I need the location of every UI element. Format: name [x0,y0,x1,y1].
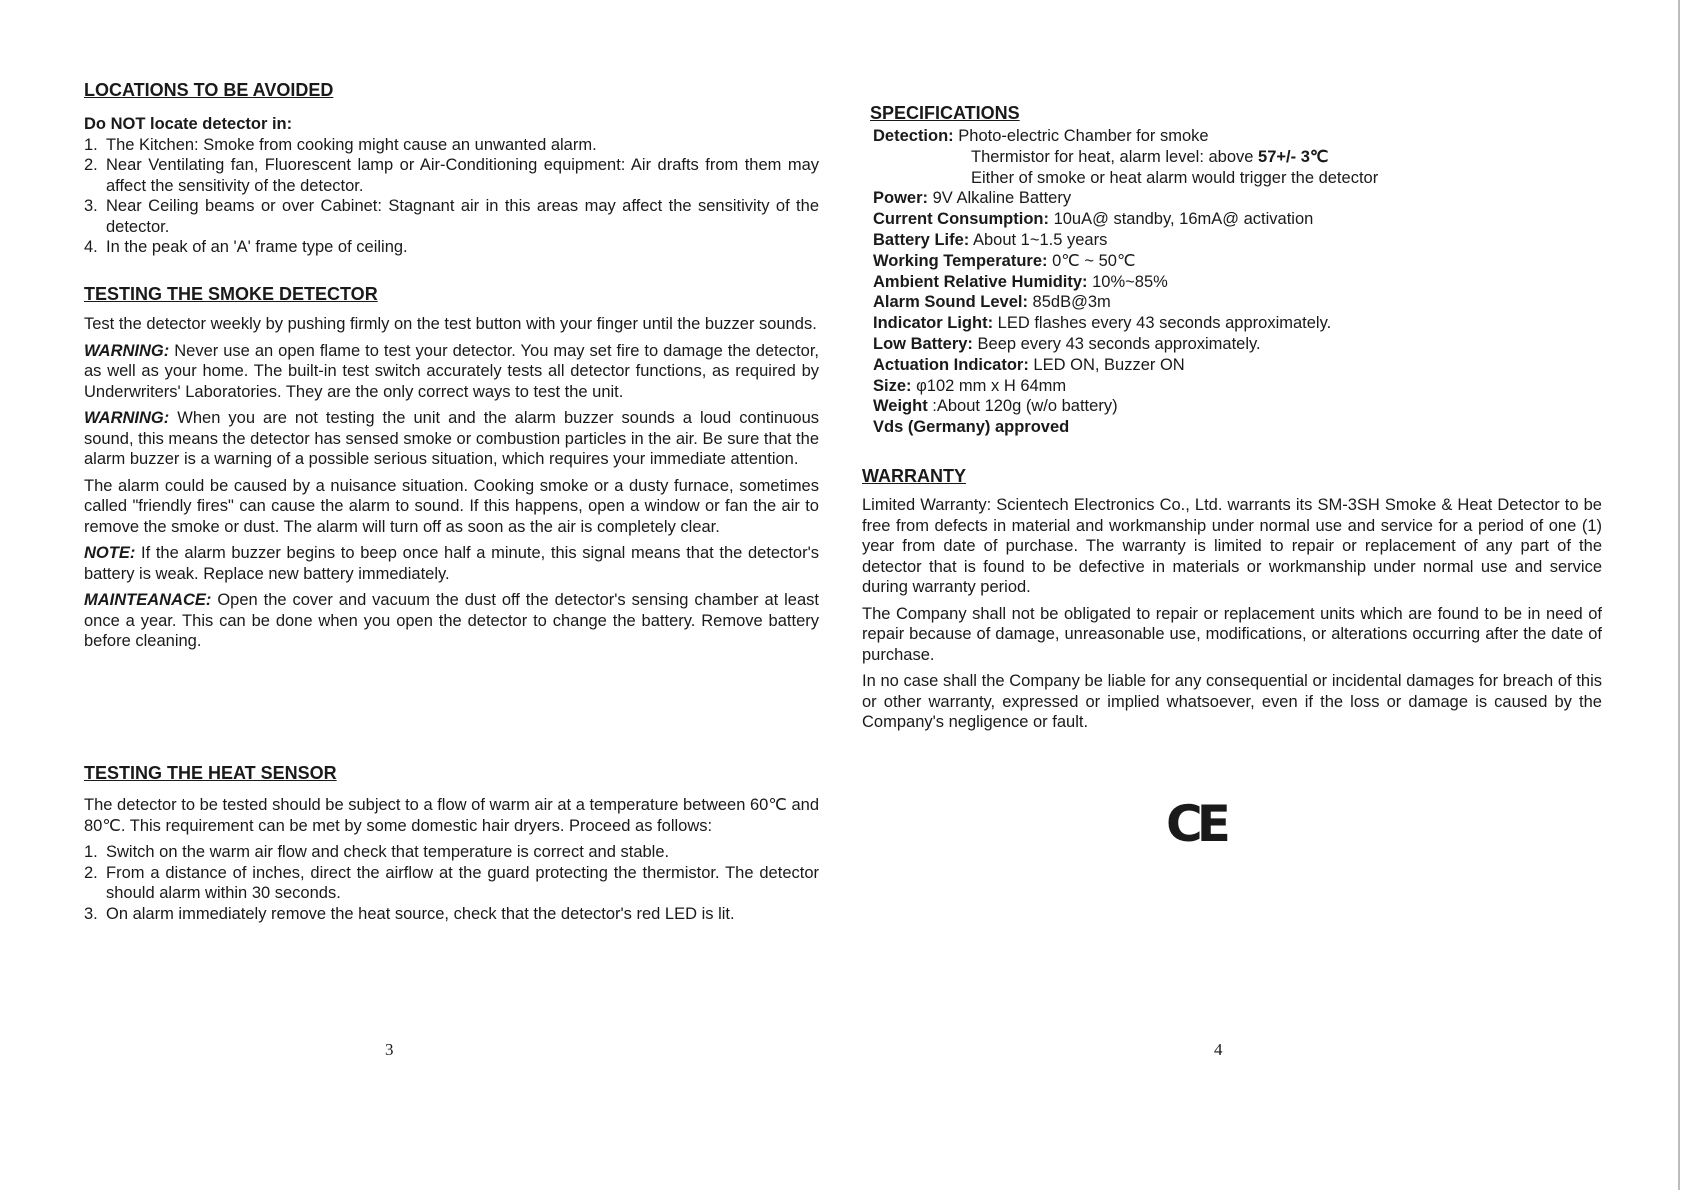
smoke-intro: Test the detector weekly by pushing firmly on the test button with your finger until the buzzer sounds. [84,315,817,333]
warning-flame: WARNING: Never use an open flame to test your detector. You may set fire to damage the detector, as well as your home. The built-in test switch accurately tests all detector functions, as required by Underwriters' Laboratories. They are the only correct ways to test the unit. [84,341,819,401]
page-number-right: 4 [1214,1040,1223,1059]
specifications-heading: SPECIFICATIONS [870,103,1020,123]
page-edge-line [1678,0,1680,1190]
maintenance-paragraph: MAINTEANACE: Open the cover and vacuum the dust off the detector's sensing chamber at least once a year. This can be done when you open the detector to change the battery. Remove battery before cleaning. [84,591,819,650]
warning-alarm: WARNING: When you are not testing the unit and the alarm buzzer sounds a loud continuous sound, this means the detector has sensed smoke or combustion particles in the air. Be sure that the alarm buzzer is a warning of a possible serious situation, which requires your immediate attention. [84,409,819,468]
spec-row: Power: 9V Alkaline Battery [873,189,1072,208]
ce-mark-logo: CE [1166,795,1225,853]
spec-detection: Detection: Photo-electric Chamber for smoke [873,127,1209,145]
spec-row: Size: φ102 mm x H 64mm [873,376,1067,395]
smoke-test-section [84,314,819,658]
heat-test-heading: TESTING THE HEAT SENSOR [84,763,337,783]
warranty-paragraph: In no case shall the Company be liable for any consequential or incidental damages for breach of this or other warranty, expressed or implied whatsoever, even if the loss or damage is caused by the Company's negligence or fault. [862,672,1602,731]
spec-row: Vds (Germany) approved [873,418,1070,437]
nuisance-paragraph: The alarm could be caused by a nuisance situation. Cooking smoke or a dusty furnace, sometimes called "friendly fires" can cause the alarm to sound. If this happens, open a window or fan the air to remove the smoke or dust. The alarm will turn off as soon as the air is completely clear. [84,476,819,536]
smoke-test-heading: TESTING THE SMOKE DETECTOR [84,284,378,304]
heat-steps-list [84,842,819,924]
warranty-paragraph: The Company shall not be obligated to repair or replacement units which are found to be in need of repair because of damage, unreasonable use, modifications, or alterations occurring after the date of purchase. [862,604,1602,664]
list-item: 3. On alarm immediately remove the heat source, check that the detector's red LED is lit. [84,904,735,923]
spec-row: Current Consumption: 10uA@ standby, 16mA@ activation [873,210,1314,229]
warranty-section [862,495,1602,739]
spec-row: Low Battery: Beep every 43 seconds approximately. [873,334,1261,353]
spec-row: Weight :About 120g (w/o battery) [873,397,1118,416]
specifications-section [873,126,1602,438]
warranty-paragraph: Limited Warranty: Scientech Electronics Co., Ltd. warrants its SM-3SH Smoke & Heat Detector to be free from defects in material and workmanship under normal use and service for a period of one (1) year from date of purchase. The warranty is limited to repair or replacement of any part of the detector that is found to be defective in materials or workmanship under normal use and service during warranty period. [862,496,1602,596]
locations-section [84,114,819,258]
list-item: 1. Switch on the warm air flow and check that temperature is correct and stable. [84,843,670,861]
spec-row: Alarm Sound Level: 85dB@3m [873,293,1111,312]
warranty-heading: WARRANTY [862,466,966,486]
list-item: 2. Near Ventilating fan, Fluorescent lamp or Air-Conditioning equipment: Air drafts from them may affect the sensitivity of the detector. [84,156,819,195]
spec-row: Working Temperature: 0℃ ~ 50℃ [873,251,1136,270]
locations-heading: LOCATIONS TO BE AVOIDED [84,80,334,100]
spec-thermistor: Thermistor for heat, alarm level: above 57+/- 3℃ [971,147,1329,166]
locations-list [84,135,819,258]
list-item: 3. Near Ceiling beams or over Cabinet: Stagnant air in this areas may affect the sensitivity of the detector. [84,197,819,236]
note-paragraph: NOTE: If the alarm buzzer begins to beep once half a minute, this signal means that the detector's battery is weak. Replace new battery immediately. [84,544,819,583]
list-item: 4. In the peak of an 'A' frame type of ceiling. [84,238,408,256]
spec-row: Battery Life: About 1~1.5 years [873,230,1108,249]
page-number-left: 3 [385,1040,394,1059]
heat-intro: The detector to be tested should be subject to a flow of warm air at a temperature between 60℃ and 80℃. This requirement can be met by some domestic hair dryers. Proceed as follows: [84,796,819,835]
heat-test-section [84,795,819,924]
list-item: 1. The Kitchen: Smoke from cooking might cause an unwanted alarm. [84,135,597,154]
spec-row: Ambient Relative Humidity: 10%~85% [873,272,1168,291]
spec-either: Either of smoke or heat alarm would trigger the detector [971,168,1379,187]
list-item: 2. From a distance of inches, direct the airflow at the guard protecting the thermistor. The detector should alarm within 30 seconds. [84,863,819,902]
locations-lead: Do NOT locate detector in: [84,115,293,133]
spec-row: Actuation Indicator: LED ON, Buzzer ON [873,355,1185,374]
spec-row: Indicator Light: LED flashes every 43 seconds approximately. [873,314,1332,333]
